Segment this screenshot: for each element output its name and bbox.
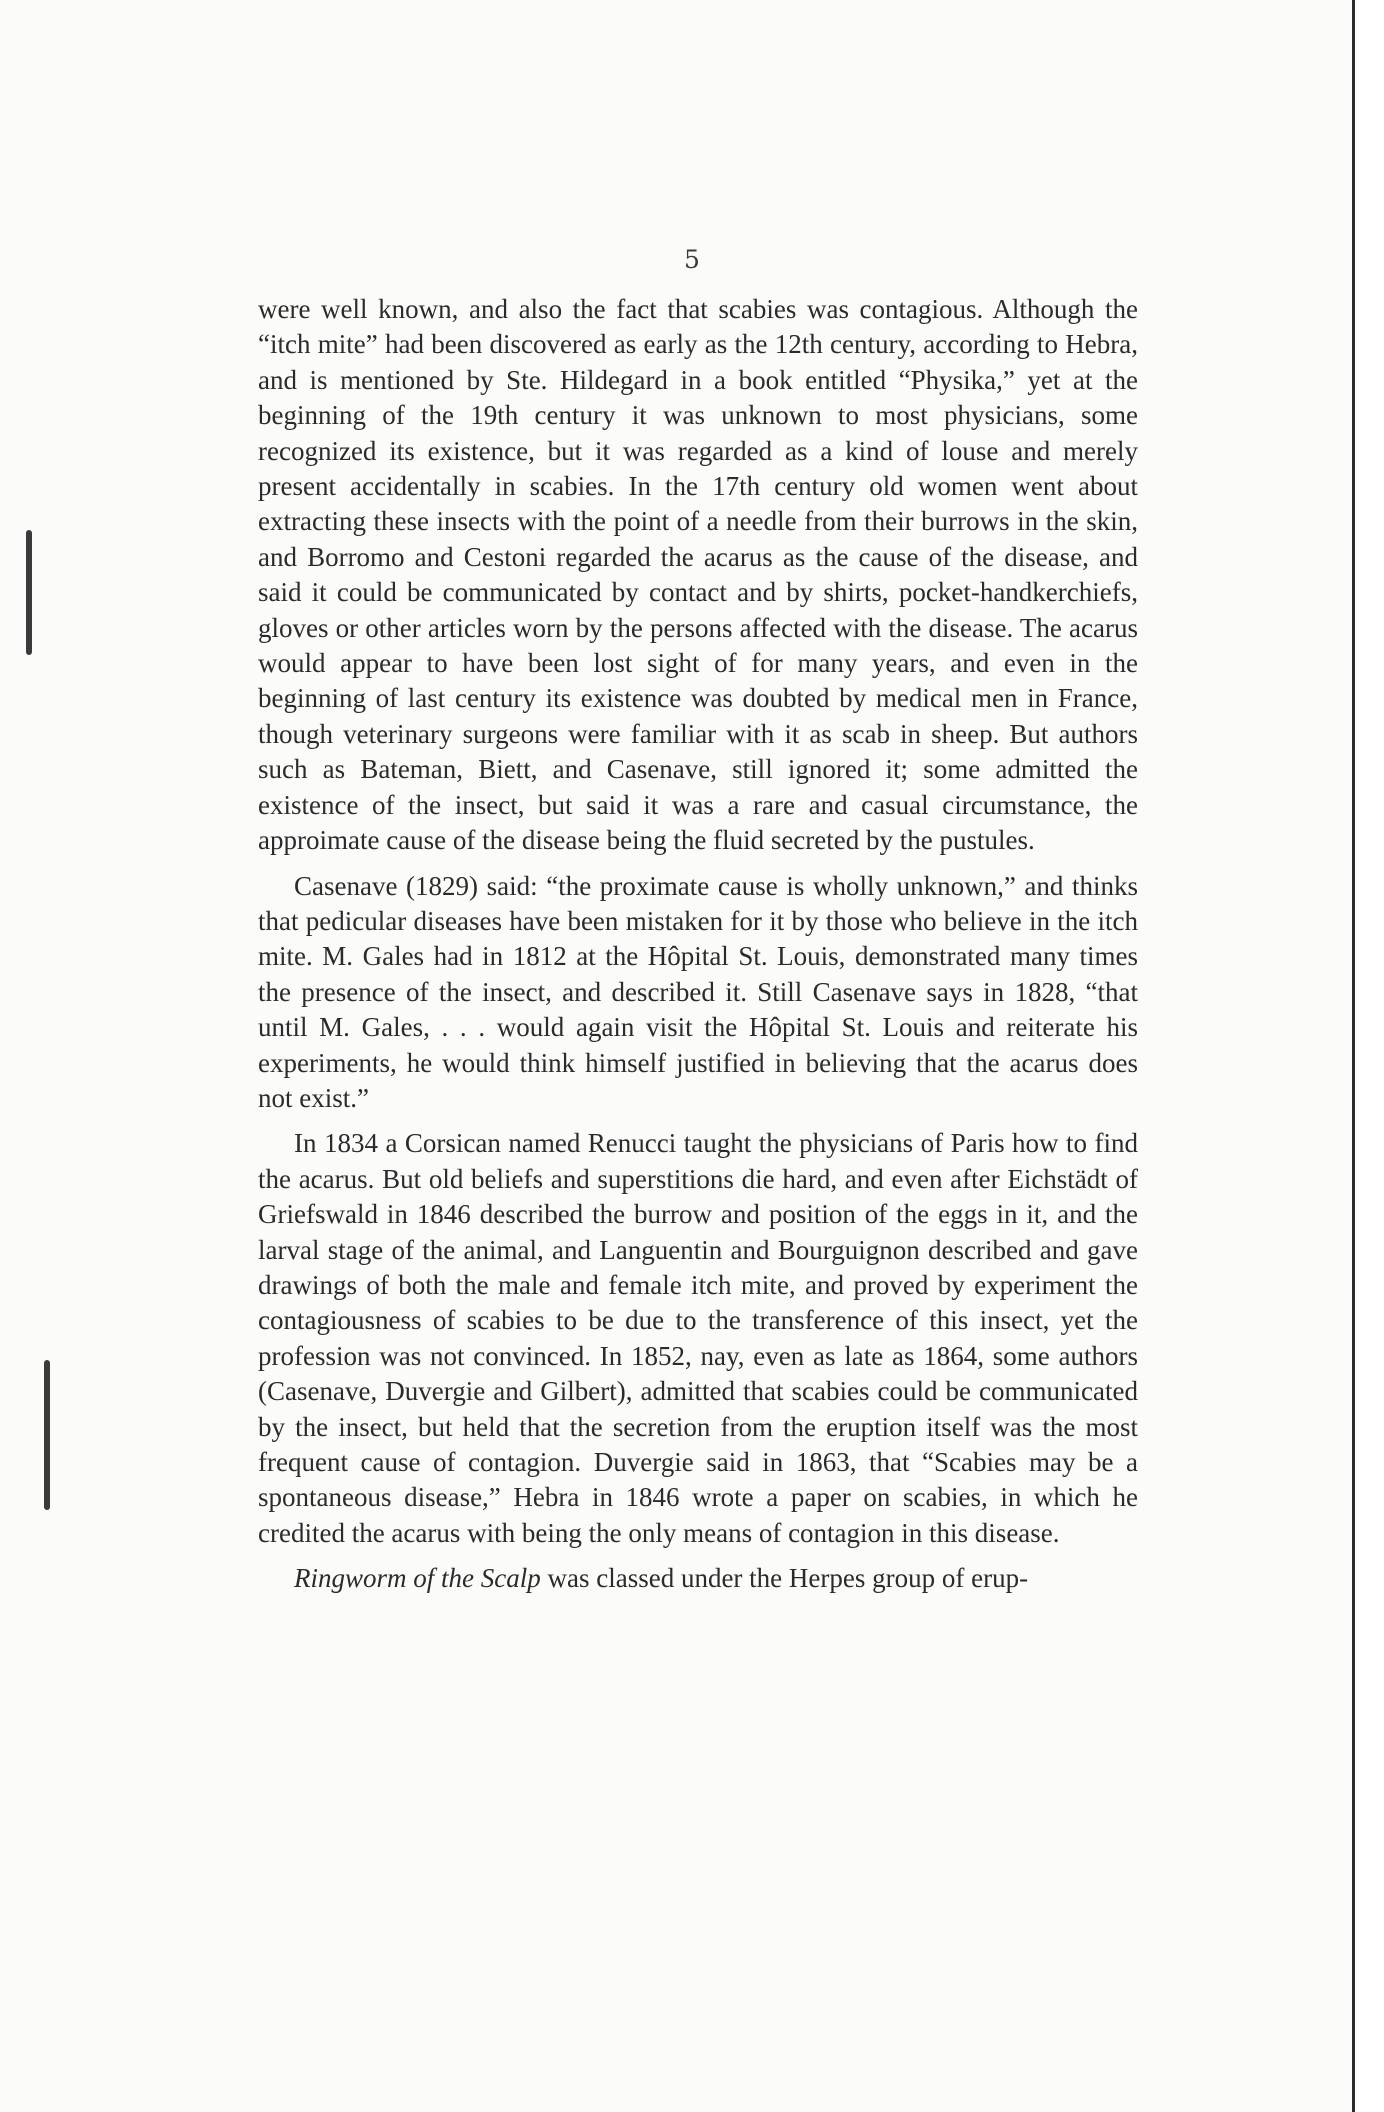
- binding-shadow-mark: [44, 1360, 50, 1510]
- body-text: [258, 292, 1138, 1597]
- paragraph-casenave: Casenave (1829) said: “the proximate cause is wholly unknown,” and thinks that pedicular diseases have been mistaken for it by those who believe in the itch mite. M. Gales had in 1812 at the Hôpital St. Louis, demonstrated many times the presence of the insect, and described it. Still Casenave says in 1828, “that until M. Gales, . . . would again visit the Hôpital St. Louis and reiterate his experiments, he would think himself justified in believing that the acarus does not exist.”: [258, 870, 1138, 1113]
- page-edge: [1352, 0, 1384, 2112]
- paragraph-renucci: In 1834 a Corsican named Renucci taught the physicians of Paris how to find the acarus. But old beliefs and superstitions die hard, and even after Eichstädt of Griefswald in 1846 described the burrow and position of the eggs in it, and the larval stage of the animal, and Languentin and Bourguignon described and gave drawings of both the male and female itch mite, and proved by experiment the contagiousness of scabies to be due to the transference of this insect, yet the profession was not convinced. In 1852, nay, even as late as 1864, some authors (Casenave, Duvergie and Gilbert), admitted that scabies could be communicated by the insect, but held that the secretion from the eruption itself was the most frequent cause of contagion. Duvergie said in 1863, that “Scabies may be a spontaneous disease,” Hebra in 1846 wrote a paper on scabies, in which he credited the acarus with being the only means of contagion in this disease.: [258, 1128, 1138, 1548]
- ringworm-text: was classed under the Herpes group of erup-: [540, 1563, 1029, 1594]
- page-number: 5: [684, 245, 700, 274]
- binding-shadow-mark: [28, 580, 31, 640]
- paragraph-scabies-history: were well known, and also the fact that scabies was contagious. Although the “itch mite” had been discovered as early as the 12th century, according to Hebra, and is mentioned by Ste. Hildegard in a book entitled “Physika,” yet at the beginning of the 19th century it was unknown to most physicians, some recognized its existence, but it was regarded as a kind of louse and merely present accidentally in scabies. In the 17th century old women went about extracting these insects with the point of a needle from their burrows in the skin, and Borromo and Cestoni regarded the acarus as the cause of the disease, and said it could be communicated by contact and by shirts, pocket-handkerchiefs, gloves or other articles worn by the persons affected with the disease. The acarus would appear to have been lost sight of for many years, and even in the beginning of last century its existence was doubted by medical men in France, though veterinary surgeons were familiar with it as scab in sheep. But authors such as Bateman, Biett, and Casenave, still ignored it; some admitted the existence of the insect, but said it was a rare and casual circumstance, the approimate cause of the disease being the fluid secreted by the pustules.: [258, 294, 1138, 856]
- ringworm-heading: Ringworm of the Scalp: [294, 1563, 541, 1594]
- paragraph-ringworm: [258, 1561, 1138, 1596]
